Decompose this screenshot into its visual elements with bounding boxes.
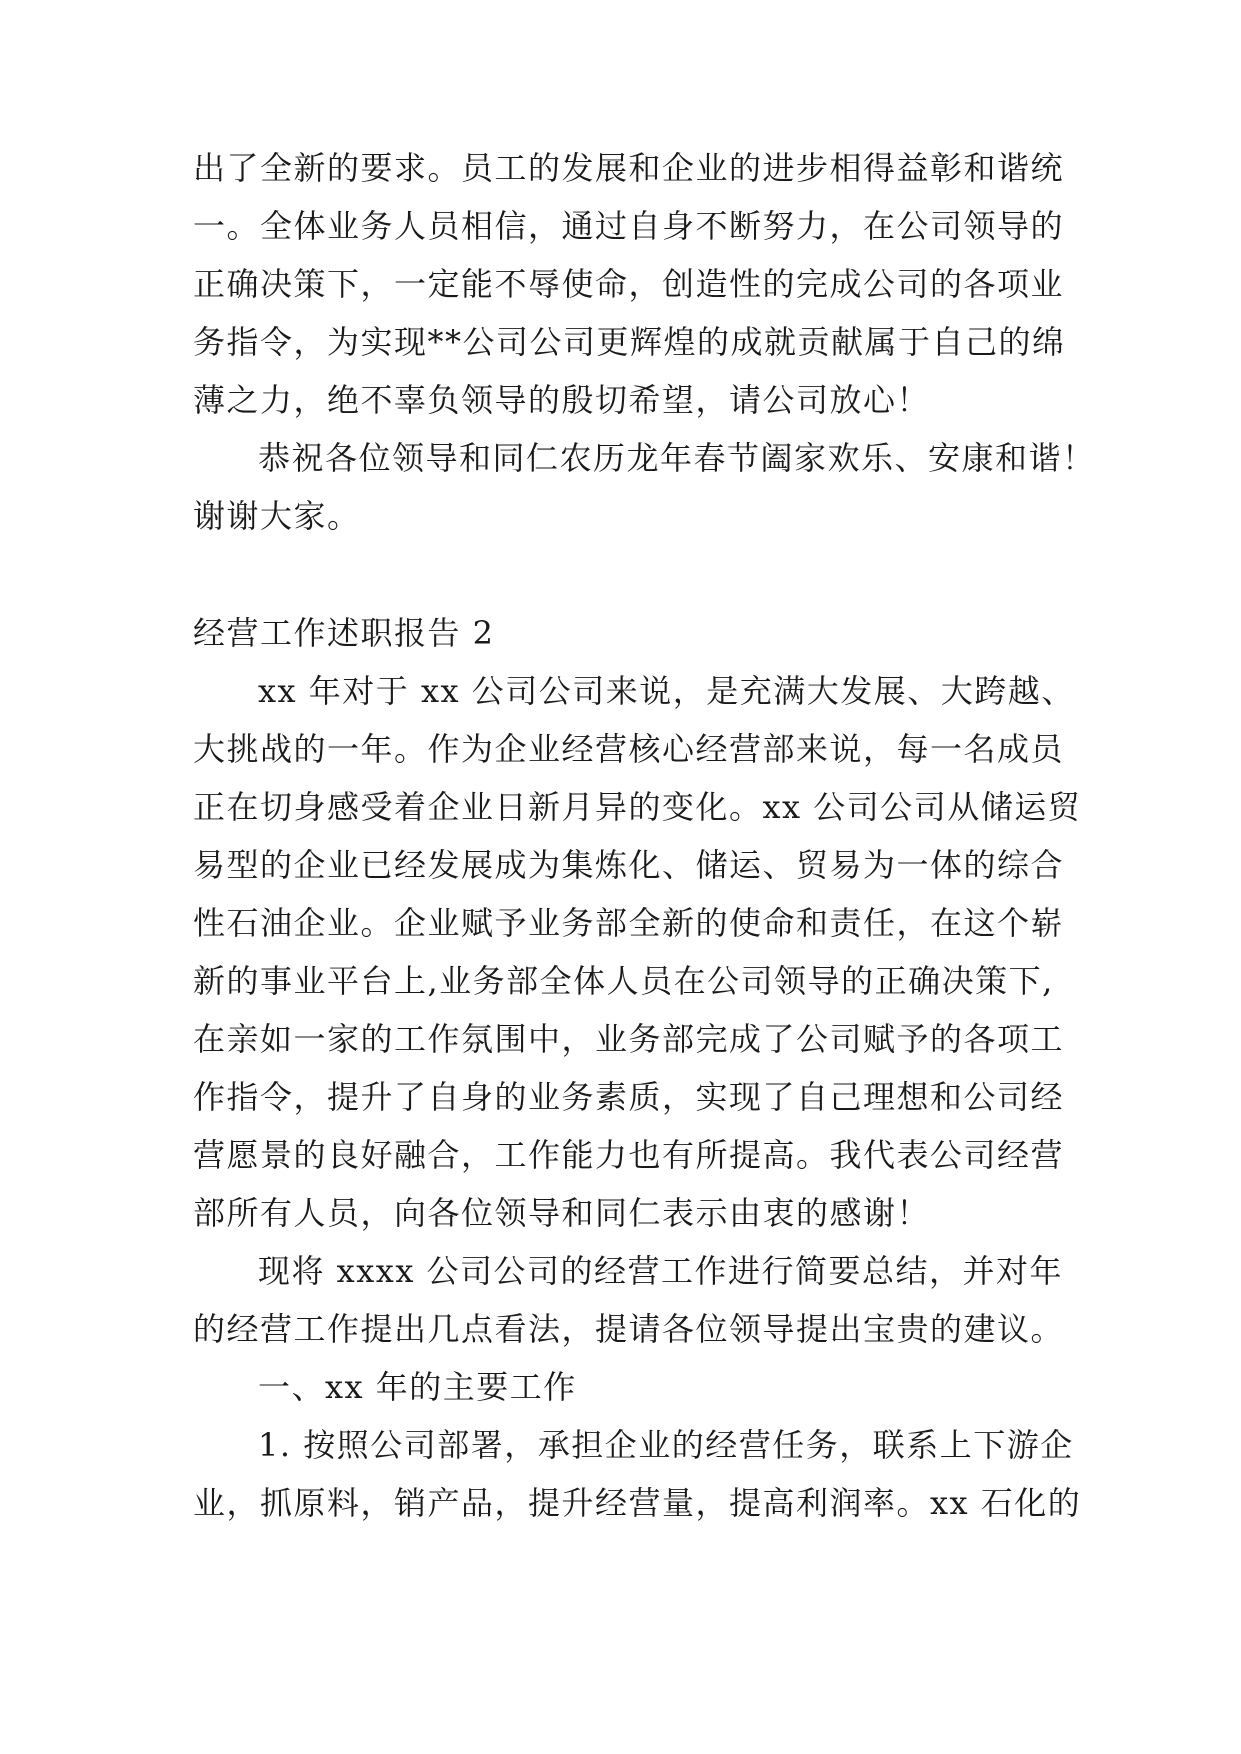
paragraph-line: 在亲如一家的工作氛围中，业务部完成了公司赋予的各项工	[193, 1020, 1065, 1058]
section-heading: 经营工作述职报告 2	[193, 614, 495, 652]
paragraph-line: 1. 按照公司部署，承担企业的经营任务，联系上下游企	[258, 1426, 1074, 1464]
paragraph-line: 性石油企业。企业赋予业务部全新的使命和责任，在这个崭	[193, 904, 1065, 942]
paragraph-line: 营愿景的良好融合，工作能力也有所提高。我代表公司经营	[193, 1136, 1065, 1174]
paragraph-line: xx 年对于 xx 公司公司来说，是充满大发展、大跨越、	[258, 672, 1075, 710]
paragraph-line: 务指令，为实现**公司公司更辉煌的成就贡献属于自己的绵	[193, 323, 1066, 361]
paragraph-line: 恭祝各位领导和同仁农历龙年春节阖家欢乐、安康和谐！	[258, 439, 1096, 477]
paragraph-line: 谢谢大家。	[193, 497, 361, 535]
paragraph-line: 作指令，提升了自身的业务素质，实现了自己理想和公司经	[193, 1078, 1065, 1116]
paragraph-line: 的经营工作提出几点看法，提请各位领导提出宝贵的建议。	[193, 1310, 1065, 1348]
paragraph-line: 正确决策下，一定能不辱使命，创造性的完成公司的各项业	[193, 265, 1065, 303]
paragraph-line: 正在切身感受着企业日新月异的变化。xx 公司公司从储运贸	[193, 788, 1082, 826]
paragraph-line: 新的事业平台上,业务部全体人员在公司领导的正确决策下,	[193, 962, 1054, 1000]
paragraph-line: 一。全体业务人员相信，通过自身不断努力，在公司领导的	[193, 207, 1065, 245]
paragraph-line: 部所有人员，向各位领导和同仁表示由衷的感谢！	[193, 1194, 931, 1232]
list-heading: 一、xx 年的主要工作	[258, 1368, 577, 1406]
paragraph-line: 薄之力，绝不辜负领导的殷切希望，请公司放心！	[193, 381, 931, 419]
paragraph-line: 业，抓原料，销产品，提升经营量，提高利润率。xx 石化的	[193, 1484, 1082, 1522]
paragraph-line: 出了全新的要求。员工的发展和企业的进步相得益彰和谐统	[193, 149, 1065, 187]
paragraph-line: 易型的企业已经发展成为集炼化、储运、贸易为一体的综合	[193, 846, 1065, 884]
paragraph-line: 大挑战的一年。作为企业经营核心经营部来说，每一名成员	[193, 730, 1065, 768]
paragraph-line: 现将 xxxx 公司公司的经营工作进行简要总结，并对年	[258, 1252, 1064, 1290]
